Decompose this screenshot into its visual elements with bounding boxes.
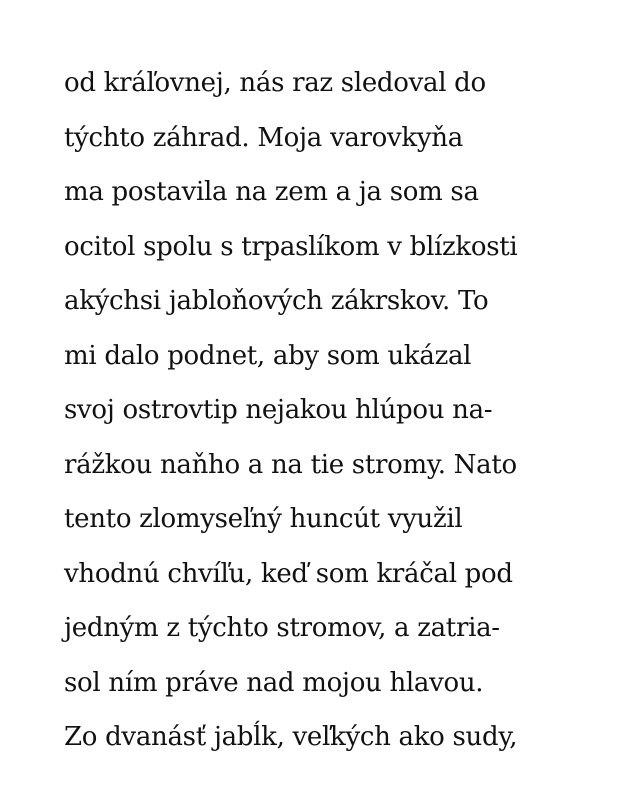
text-line: Zo dvanásť jabĺk, veľkých ako sudy,: [64, 722, 518, 752]
text-line: tento zlomyseľný huncút využil: [64, 504, 463, 534]
body-text: [64, 56, 584, 765]
text-line: akýchsi jabloňových zákrskov. To: [64, 286, 489, 316]
text-line: ma postavila na zem a ja som sa: [64, 177, 479, 207]
text-line: týchto záhrad. Moja varovkyňa: [64, 122, 463, 153]
text-line: od kráľovnej, nás raz sledoval do: [64, 68, 486, 98]
text-line: rážkou naňho a na tie stromy. Nato: [64, 449, 517, 480]
text-line: ocitol spolu s trpaslíkom v blízkosti: [64, 231, 518, 262]
text-line: jedným z týchto stromov, a zatria-: [64, 613, 500, 643]
text-line: svoj ostrovtip nejakou hlúpou na-: [64, 395, 493, 425]
text-line: sol ním práve nad mojou hlavou.: [64, 667, 484, 698]
text-line: vhodnú chvíľu, keď som kráčal pod: [64, 558, 513, 589]
text-line: mi dalo podnet, aby som ukázal: [64, 340, 472, 371]
